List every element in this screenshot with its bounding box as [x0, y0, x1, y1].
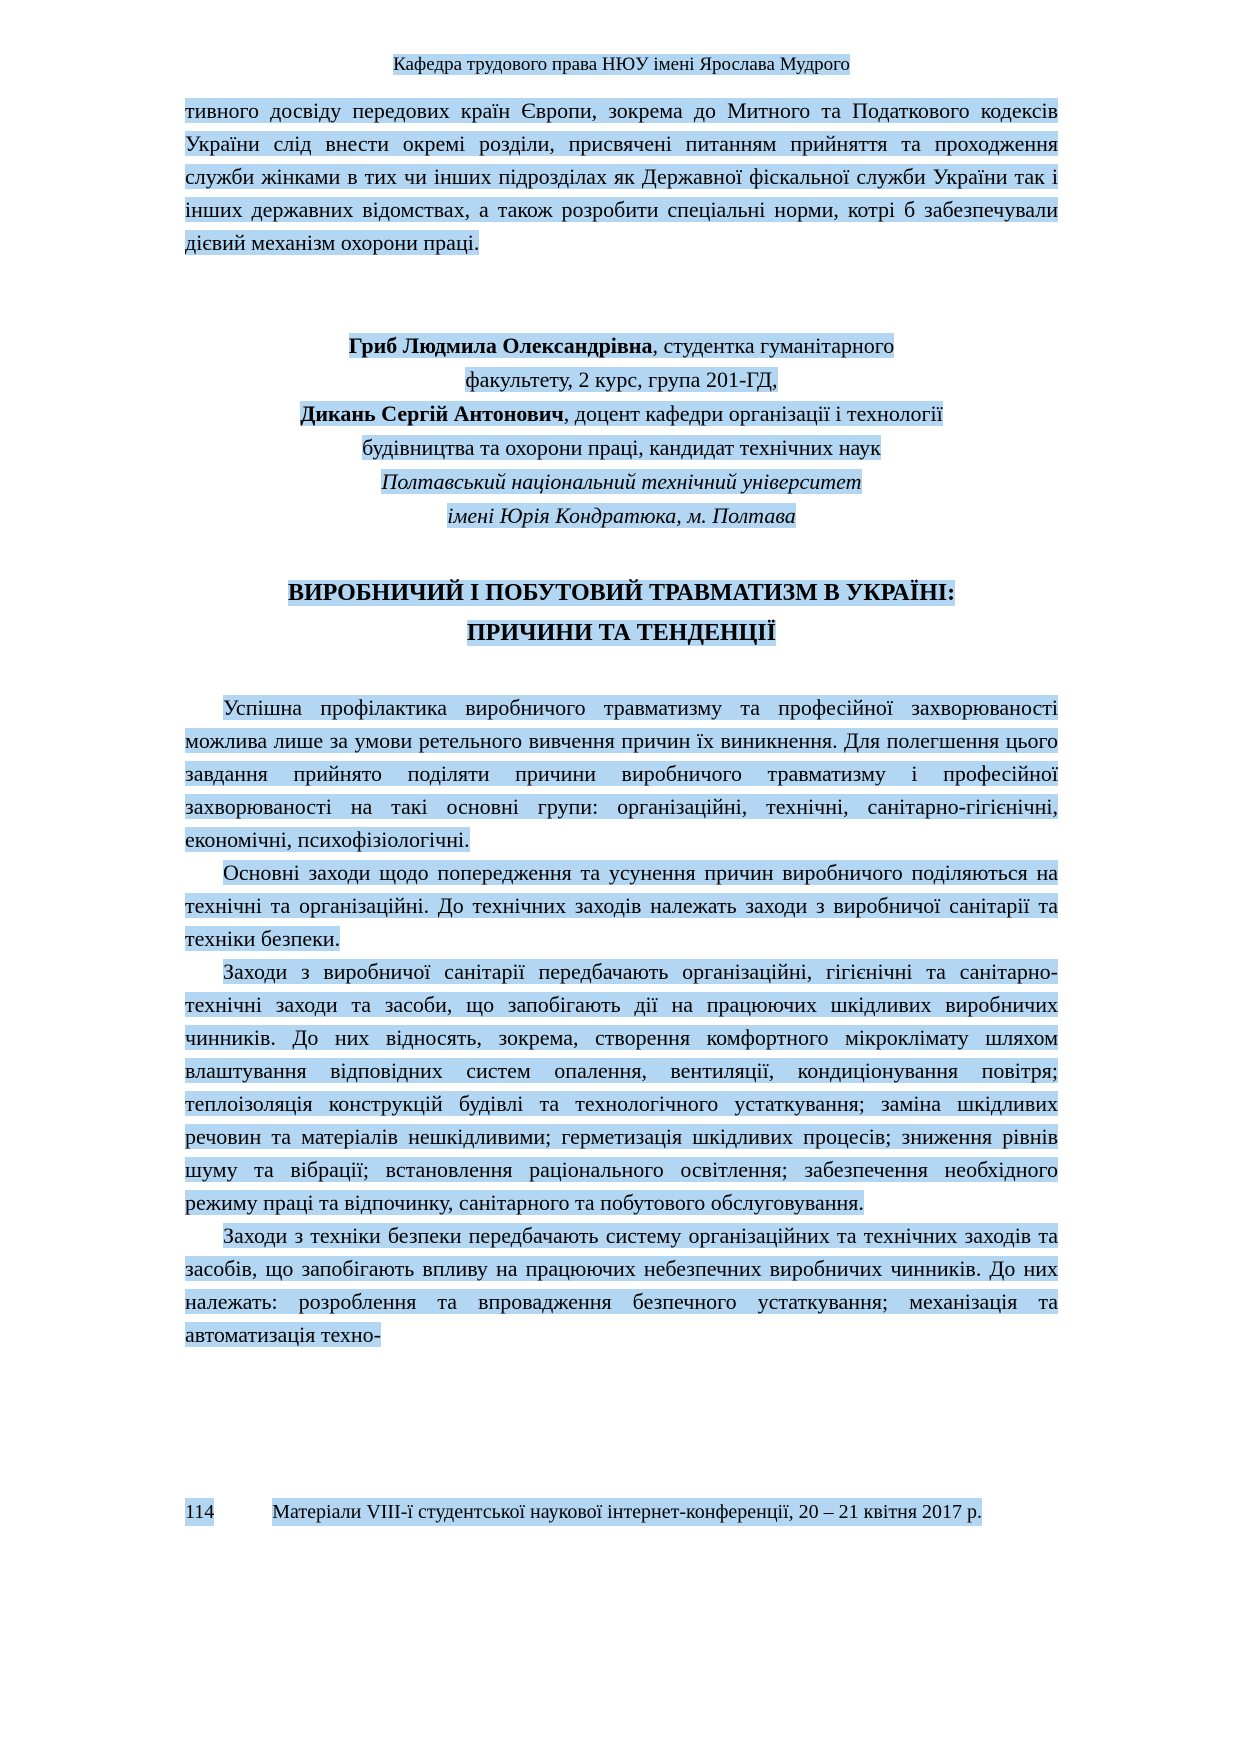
body-paragraph-3-text: Заходи з виробничої санітарії передбачають організаційні, гігієнічні та санітарно-технічні заходи та засоби, що запобігають дії на працюючих шкідливих виробничих чинників. До них відносять, зокрема, створення комфортного мікроклімату шляхом влаштування відповідних систем опалення, вентиляції, кондиціонування повітря; теплоізоляція конструкцій будівлі та технологічного устаткування; заміна шкідливих речовин та матеріалів нешкідливими; герметизація шкідливих процесів; зниження рівнів шуму та вібрації; встановлення раціонального освітлення; забезпечення необхідного режиму праці та відпочинку, санітарного та побутового обслуговування. [185, 959, 1058, 1215]
author-line-3 [185, 397, 1058, 431]
author-block [185, 329, 1058, 533]
body-paragraph-3 [185, 955, 1058, 1219]
affiliation-university: Полтавський національний технічний університет [381, 469, 862, 494]
affiliation-line-1 [185, 465, 1058, 499]
author-1-role: , студентка гуманітарного [652, 333, 895, 358]
author-line-2 [185, 363, 1058, 397]
paper-title [185, 573, 1058, 653]
author-2-role-continued: будівництва та охорони праці, кандидат технічних наук [362, 435, 881, 460]
page-footer [185, 1498, 1058, 1526]
body-paragraph-1-text: Успішна профілактика виробничого травматизму та професійної захворюваності можлива лише за умови ретельного вивчення причин їх виникнення. Для полегшення цього завдання прийнято поділяти причини виробничого травматизму і професійної захворюваності на такі основні групи: організаційні, технічні, санітарно-гігієнічні, економічні, психофізіологічні. [185, 695, 1058, 852]
page-number: 114 [185, 1498, 214, 1526]
header-text: Кафедра трудового права НЮУ імені Ярослава Мудрого [393, 54, 850, 75]
body-paragraph-2-text: Основні заходи щодо попередження та усунення причин виробничого поділяються на технічні та організаційні. До технічних заходів належать заходи з виробничої санітарії та техніки безпеки. [185, 860, 1058, 951]
body-paragraph-2 [185, 856, 1058, 955]
affiliation-line-2 [185, 499, 1058, 533]
author-1-name: Гриб Людмила Олександрівна [348, 333, 653, 358]
body-paragraph-1 [185, 691, 1058, 856]
author-line-1 [185, 329, 1058, 363]
body-paragraph-4-text: Заходи з техніки безпеки передбачають систему організаційних та технічних заходів та засобів, що запобігають впливу на працюючих небезпечних виробничих чинників. До них належать: розроблення та впровадження безпечного устаткування; механізація та автоматизація техно- [185, 1223, 1058, 1347]
author-1-role-continued: факультету, 2 курс, група 201-ГД, [465, 367, 778, 392]
body-paragraph-4 [185, 1219, 1058, 1351]
affiliation-city: імені Юрія Кондратюка, м. Полтава [447, 503, 796, 528]
continuation-paragraph-text: тивного досвіду передових країн Європи, зокрема до Митного та Податкового кодексів України слід внести окремі розділи, присвячені питанням прийняття та проходження служби жінками в тих чи інших підрозділах як Державної фіскальної служби України так і інших державних відомствах, а також розробити спеціальні норми, котрі б забезпечували дієвий механізм охорони праці. [185, 98, 1058, 255]
author-2-name: Дикань Сергій Антонович [300, 401, 564, 426]
author-line-4 [185, 431, 1058, 465]
continuation-paragraph [185, 94, 1058, 259]
page-header [185, 52, 1058, 78]
paper-title-line-1: ВИРОБНИЧИЙ І ПОБУТОВИЙ ТРАВМАТИЗМ В УКРАЇНІ: [287, 580, 956, 606]
footer-text: Матеріали VIII-ї студентської наукової інтернет-конференції, 20 – 21 квітня 2017 р. [272, 1498, 982, 1526]
article-body [185, 691, 1058, 1351]
author-2-role: , доцент кафедри організації і технології [563, 401, 943, 426]
paper-title-line-2: ПРИЧИНИ ТА ТЕНДЕНЦІЇ [467, 620, 776, 646]
